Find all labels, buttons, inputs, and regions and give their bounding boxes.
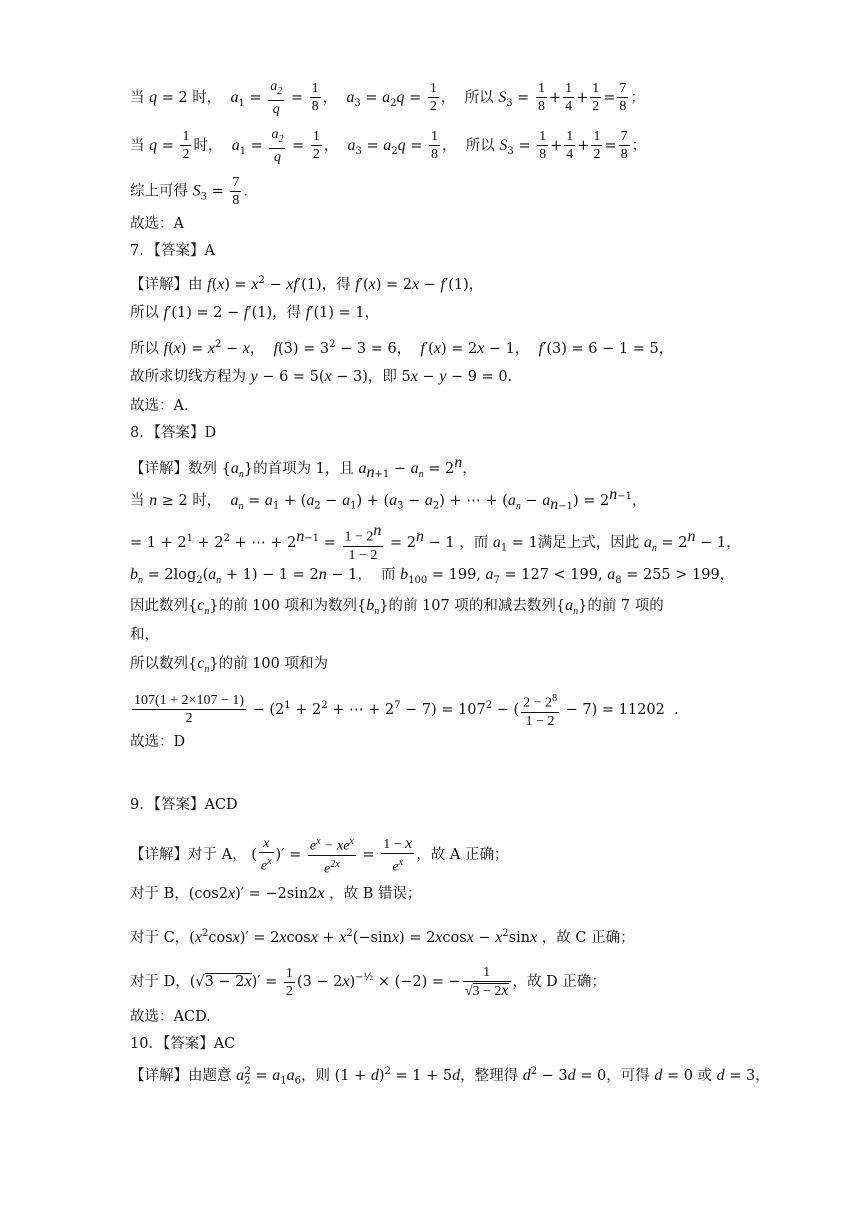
solution-line: 当 q = 2 时， $a_1$ = $\frac{a_2}{q}$ = $\frac{1}{8}$ ， $a_3 = a_2q$ = $\frac{1}{2}$ ， 所以 $S_3$ = $\frac{1}{8}$ + $\frac{1}{4}$ + $\frac{1}{2}$ = $\frac{7}{8}$ ； xyxy=(130,79,645,117)
solution-line: 所以数列$\{c_n\}$的前 100 项和为 xyxy=(130,655,328,676)
solution-line: 所以 $f(x) = x^2 - x$， $f(3) = 3^2 - 3 = 6$， f′(x) = 2x − 1， f′(3) = 6 − 1 = 5， xyxy=(130,339,674,357)
solution-line: 【详解】数列 $\{a_n\}$的首项为 1，且 $a_{n+1} - a_n = 2^n$， xyxy=(130,454,477,481)
question-answer-heading: 10．【答案】AC xyxy=(130,1036,236,1052)
question-answer-heading: 8．【答案】D xyxy=(130,425,217,441)
solution-line: $b_n = 2\log_2(a_n + 1) - 1 = 2n - 1$， 而 $b_{100} = 199$, $a_7 = 127 < 199$, $a_8 = 255 > 199$， xyxy=(130,566,735,587)
solution-line: 【详解】由题意 $a_2^2 = a_1a_6$，则 $(1 + d)^2 = 1 + 5d$，整理得 $d^2 - 3d = 0$，可得 d = 0 或 d = 3， xyxy=(130,1066,770,1087)
solution-line: 因此数列$\{c_n\}$的前 100 项和为数列$\{b_n\}$的前 107 项的和减去数列$\{a_n\}$的前 7 项的 xyxy=(130,597,664,618)
solution-line: 和， xyxy=(130,627,159,643)
solution-line: 【详解】对于 A， ( $\frac{x}{e^x}$ )′ = $\frac{e^x - xe^x}{e^{2x}}$ = $\frac{1 - x}{e^x}$ ，故 A 正确； xyxy=(130,834,509,877)
solution-line: 当 q = $\frac{1}{2}$ 时， $a_1$ = $\frac{a_2}{q}$ = $\frac{1}{2}$ ， $a_3 = a_2q$ = $\frac{1}{8}$ ， 所以 $S_3$ = $\frac{1}{8}$ + $\frac{1}{4}$ + $\frac{1}{2}$ = $\frac{7}{8}$ ； xyxy=(130,127,647,165)
question-answer-heading: 9．【答案】ACD xyxy=(130,797,238,813)
question-answer-heading: 7．【答案】A xyxy=(130,243,215,259)
answer-choice: 故选：ACD. xyxy=(130,1009,211,1025)
solution-line: 【详解】由 $f(x) = x^2 - xf'(1)$，得 f′(x) = 2x − f′(1)， xyxy=(130,275,484,293)
solution-line: $\frac{107(1 + 2\times 107 - 1)}{2}$ − ($2^1 + 2^2$ + ⋯ + $2^7 - 7) = 107^2$ − ( $\frac{2 - 2^8}{1 - 2}$ − 7) = 11202 . xyxy=(130,690,679,730)
answer-choice: 故选：A xyxy=(130,216,184,232)
answer-choice: 故选：A. xyxy=(130,398,189,414)
solution-line: 对于 B，(cos2x)′ = −2sin2x ，故 B 错误； xyxy=(130,885,422,902)
solution-line: 对于 C，$(x^2\cos x)' = 2xcosx + x^2(-\sin x) = 2xcosx - x^2\sin x$ ，故 C 正确； xyxy=(130,928,635,946)
solution-line: = $1 + 2^1 + 2^2$ + ⋯ + $2^{n-1}$ = $\frac{1 - 2^n}{1 - 2}$ = $2^n - 1$ ，而 $a_1 = 1$满足上式，因此 $a_n = 2^n - 1$， xyxy=(130,522,741,563)
answer-choice: 故选：D xyxy=(130,734,186,750)
solution-line: 对于 D，(√3 − 2x)′ = $\frac{1}{2}$ $(3 - 2x)^{-\frac{1}{2}} \times (-2)$ = − $\frac{1}{√3 - 2x}$ ，故 D 正确； xyxy=(130,965,606,999)
solution-line: 当 n ≥ 2 时， $a_n = a_1 + (a_2 - a_1) + (a_3 - a_2)$ + ⋯ + $(a_n - a_{n-1}) = 2^{n-1}$， xyxy=(130,486,647,513)
solution-line: 所以 f′(1) = 2 − f′(1)，得 f′(1) = 1， xyxy=(130,304,380,321)
solution-line: 综上可得 $S_3$ = $\frac{7}{8}$ . xyxy=(130,175,248,208)
solution-line: 故所求切线方程为 y − 6 = 5(x − 3)，即 5x − y − 9 = 0. xyxy=(130,368,513,385)
